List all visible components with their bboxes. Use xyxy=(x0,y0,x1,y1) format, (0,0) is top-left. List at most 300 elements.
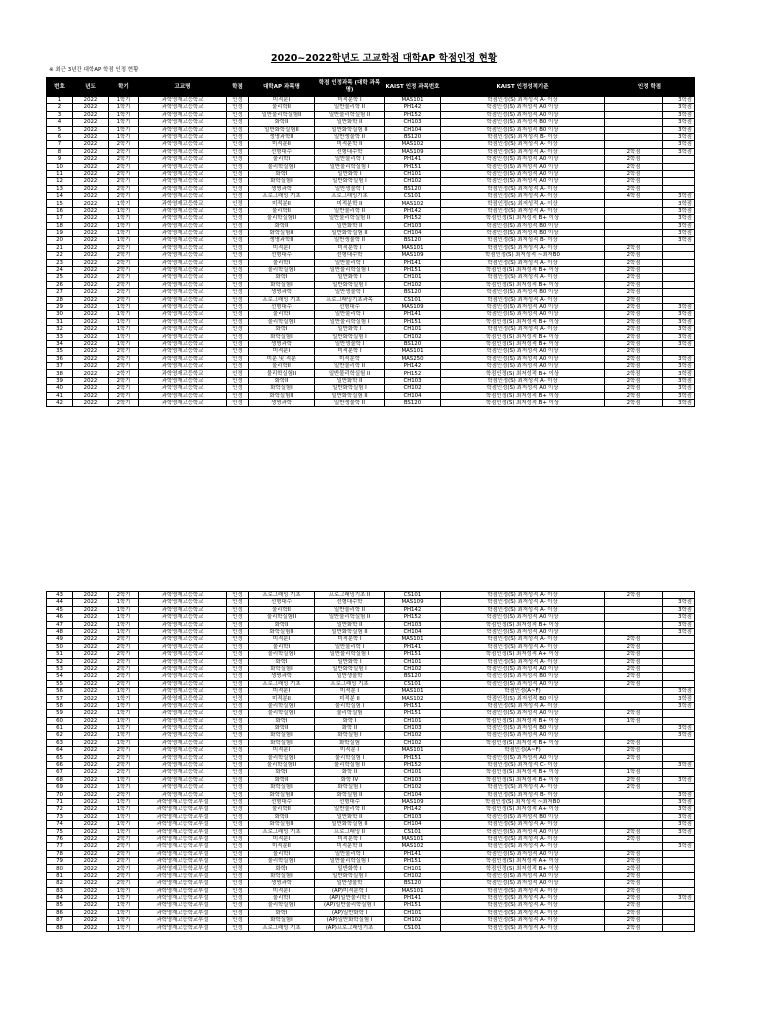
cell-number: 79 xyxy=(47,858,73,865)
cell-semester: 2학기 xyxy=(109,392,139,399)
cell-univ-course: 화학 I xyxy=(315,717,385,724)
cell-kaist-code: PH141 xyxy=(385,895,441,902)
cell-credit: 인정 xyxy=(227,266,249,273)
cell-credit-b: 3학점 xyxy=(663,355,695,362)
cell-credit-b xyxy=(663,266,695,273)
cell-kaist-criteria: 학점인정(S) 최저성적 A- 이상 xyxy=(441,909,605,916)
cell-ap-course: 화학II xyxy=(249,621,315,628)
cell-kaist-code: PH151 xyxy=(385,318,441,325)
table-row xyxy=(47,392,695,399)
cell-school: 과학영재고등학교 xyxy=(139,318,227,325)
cell-credit-a: 2학점 xyxy=(605,636,663,643)
cell-credit-a: 2학점 xyxy=(605,392,663,399)
cell-school: 과학영재고등학교 xyxy=(139,636,227,643)
cell-number: 12 xyxy=(47,178,73,185)
cell-number: 5 xyxy=(47,126,73,133)
cell-kaist-criteria: 학점인정(S) 최저성적 B+ 이상 xyxy=(441,400,605,407)
cell-credit: 인정 xyxy=(227,333,249,340)
cell-semester: 2학기 xyxy=(109,680,139,687)
cell-year: 2022 xyxy=(73,636,109,643)
cell-ap-course: 물리학실험I xyxy=(249,754,315,761)
cell-kaist-criteria: 학점인정(S) 최저성적 A0 이상 xyxy=(441,170,605,177)
cell-year: 2022 xyxy=(73,281,109,288)
cell-semester: 1학기 xyxy=(109,702,139,709)
cell-kaist-code: PH152 xyxy=(385,761,441,768)
cell-year: 2022 xyxy=(73,680,109,687)
cell-kaist-criteria: 학점인정(S) 최저성적 B+ 이상 xyxy=(441,281,605,288)
cell-univ-course: 일반화학 I xyxy=(315,865,385,872)
table-row xyxy=(47,222,695,229)
table-row xyxy=(47,340,695,347)
cell-univ-course: (AP)미적분학 I xyxy=(315,887,385,894)
cell-kaist-criteria: 학점인정(S) 최저성적 A+ 이상 xyxy=(441,651,605,658)
cell-credit: 인정 xyxy=(227,599,249,606)
cell-kaist-code: CS101 xyxy=(385,680,441,687)
cell-ap-course: 생명과학 xyxy=(249,673,315,680)
cell-credit-a xyxy=(605,119,663,126)
cell-kaist-code: CH103 xyxy=(385,119,441,126)
cell-kaist-criteria: 학점인정(S) 최저성적 A- 이상 xyxy=(441,592,605,599)
table-row xyxy=(47,614,695,621)
cell-univ-course: 일반화학실험 I xyxy=(315,178,385,185)
cell-school: 과학영재고등학교 xyxy=(139,340,227,347)
cell-univ-course: 미적분학 II xyxy=(315,141,385,148)
cell-kaist-criteria: 학점인정(S) 최저성적 A0 이상 xyxy=(441,828,605,835)
cell-ap-course: 물리학실험I xyxy=(249,702,315,709)
cell-credit-b xyxy=(663,185,695,192)
cell-kaist-code: MAS102 xyxy=(385,695,441,702)
cell-kaist-criteria: 학점인정(S) 최저성적 B+ 이상 xyxy=(441,215,605,222)
cell-credit: 인정 xyxy=(227,274,249,281)
table-row xyxy=(47,865,695,872)
cell-credit: 인정 xyxy=(227,163,249,170)
cell-semester: 1학기 xyxy=(109,326,139,333)
cell-ap-course: 화학실험II xyxy=(249,628,315,635)
cell-credit-b xyxy=(663,665,695,672)
cell-ap-course: 미적분I xyxy=(249,97,315,104)
cell-credit-b: 3학점 xyxy=(663,200,695,207)
cell-year: 2022 xyxy=(73,185,109,192)
table-row xyxy=(47,296,695,303)
cell-number: 7 xyxy=(47,141,73,148)
cell-univ-course: 일반물리학 II xyxy=(315,606,385,613)
cell-credit-a: 2학점 xyxy=(605,917,663,924)
cell-semester: 2학기 xyxy=(109,178,139,185)
cell-kaist-code: CH104 xyxy=(385,392,441,399)
cell-semester: 1학기 xyxy=(109,909,139,916)
cell-credit-b xyxy=(663,872,695,879)
cell-kaist-criteria: 학점인정(S) 최저성적 A- 이상 xyxy=(441,244,605,251)
cell-kaist-code: CH101 xyxy=(385,909,441,916)
cell-semester: 1학기 xyxy=(109,111,139,118)
cell-kaist-code: CH102 xyxy=(385,784,441,791)
cell-kaist-code: MAS109 xyxy=(385,148,441,155)
cell-kaist-code: MAS102 xyxy=(385,141,441,148)
cell-semester: 2학기 xyxy=(109,835,139,842)
cell-number: 32 xyxy=(47,326,73,333)
cell-school: 과학영재고등학교부설 xyxy=(139,924,227,931)
cell-univ-course: 일반화학실험 II xyxy=(315,392,385,399)
cell-kaist-code: CH101 xyxy=(385,274,441,281)
cell-number: 40 xyxy=(47,385,73,392)
cell-kaist-criteria: 학점인정(S) 최저성적 A0 이상 xyxy=(441,614,605,621)
table-row xyxy=(47,377,695,384)
cell-credit: 인정 xyxy=(227,614,249,621)
cell-credit-b: 3학점 xyxy=(663,303,695,310)
cell-number: 77 xyxy=(47,843,73,850)
cell-semester: 1학기 xyxy=(109,784,139,791)
cell-kaist-criteria: 학점인정(S) 최저성적 A0 이상 xyxy=(441,385,605,392)
cell-semester: 1학기 xyxy=(109,119,139,126)
cell-credit-a xyxy=(605,813,663,820)
cell-univ-course: 프로그래밍 기초 xyxy=(315,680,385,687)
cell-school: 과학영재고등학교 xyxy=(139,281,227,288)
cell-kaist-code: PH141 xyxy=(385,643,441,650)
cell-credit: 인정 xyxy=(227,791,249,798)
cell-number: 54 xyxy=(47,673,73,680)
cell-year: 2022 xyxy=(73,326,109,333)
cell-number: 50 xyxy=(47,643,73,650)
cell-year: 2022 xyxy=(73,385,109,392)
cell-kaist-criteria: 학점인정(S) 최저성적 A+ 이상 xyxy=(441,858,605,865)
table-row xyxy=(47,141,695,148)
cell-credit-b: 3학점 xyxy=(663,843,695,850)
cell-credit: 인정 xyxy=(227,126,249,133)
cell-year: 2022 xyxy=(73,400,109,407)
cell-univ-course: 일반물리학 I xyxy=(315,311,385,318)
cell-kaist-code: MAS101 xyxy=(385,747,441,754)
cell-school: 과학영재고등학교부설 xyxy=(139,850,227,857)
cell-credit-a: 2학점 xyxy=(605,887,663,894)
table-row xyxy=(47,784,695,791)
cell-credit-b: 3학점 xyxy=(663,318,695,325)
cell-ap-course: 화학실험I xyxy=(249,333,315,340)
cell-credit-a: 2학점 xyxy=(605,909,663,916)
cell-credit-a: 2학점 xyxy=(605,400,663,407)
cell-kaist-code: CH104 xyxy=(385,126,441,133)
table-row xyxy=(47,843,695,850)
cell-kaist-criteria: 학점인정(S) 최저성적 B- 이상 xyxy=(441,133,605,140)
cell-credit-b xyxy=(663,289,695,296)
table-row xyxy=(47,880,695,887)
cell-school: 과학영재고등학교부설 xyxy=(139,902,227,909)
cell-kaist-criteria: 학점인정(S) 최저성적 A- 이상 xyxy=(441,658,605,665)
cell-kaist-criteria: 학점인정(S) 최저성적 A0 이상 xyxy=(441,311,605,318)
cell-credit: 인정 xyxy=(227,340,249,347)
table-row xyxy=(47,215,695,222)
cell-kaist-code: MAS109 xyxy=(385,599,441,606)
cell-year: 2022 xyxy=(73,673,109,680)
credit-table-body-1 xyxy=(47,97,695,407)
table-row xyxy=(47,835,695,842)
cell-univ-course: 일반생물학 I xyxy=(315,185,385,192)
cell-ap-course: 화학I xyxy=(249,170,315,177)
cell-kaist-code: CH102 xyxy=(385,872,441,879)
cell-credit-b xyxy=(663,348,695,355)
cell-credit-a: 2학점 xyxy=(605,828,663,835)
cell-kaist-code: MAS101 xyxy=(385,636,441,643)
cell-univ-course: 미적분학 II xyxy=(315,843,385,850)
cell-credit: 인정 xyxy=(227,311,249,318)
cell-credit-b xyxy=(663,592,695,599)
cell-credit-a: 2학점 xyxy=(605,163,663,170)
cell-number: 56 xyxy=(47,688,73,695)
cell-univ-course: 일반생물학 xyxy=(315,673,385,680)
cell-credit: 인정 xyxy=(227,222,249,229)
cell-credit: 인정 xyxy=(227,902,249,909)
cell-univ-course: 일반물리학 I xyxy=(315,156,385,163)
cell-kaist-code: MAS101 xyxy=(385,835,441,842)
cell-number: 76 xyxy=(47,835,73,842)
cell-school: 과학영재고등학교 xyxy=(139,776,227,783)
cell-ap-course: 선형대수 xyxy=(249,798,315,805)
table-row xyxy=(47,119,695,126)
cell-ap-course: 미적분I xyxy=(249,835,315,842)
cell-semester: 1학기 xyxy=(109,902,139,909)
cell-credit-b xyxy=(663,274,695,281)
cell-ap-course: 프로그래밍 기초 xyxy=(249,193,315,200)
cell-univ-course: 일반화학실험 I xyxy=(315,872,385,879)
cell-kaist-code: CH102 xyxy=(385,385,441,392)
cell-semester: 2학기 xyxy=(109,858,139,865)
table-row xyxy=(47,104,695,111)
cell-school: 과학영재고등학교부설 xyxy=(139,887,227,894)
cell-kaist-code: MAS102 xyxy=(385,843,441,850)
cell-semester: 1학기 xyxy=(109,133,139,140)
cell-ap-course: 미적분II xyxy=(249,200,315,207)
cell-credit-b xyxy=(663,717,695,724)
cell-kaist-criteria: 학점인정(S) 최저성적 A0 이상 xyxy=(441,880,605,887)
cell-school: 과학영재고등학교 xyxy=(139,104,227,111)
cell-semester: 1학기 xyxy=(109,821,139,828)
cell-kaist-code: BS120 xyxy=(385,289,441,296)
cell-univ-course: 미적분학 I xyxy=(315,636,385,643)
table-row xyxy=(47,355,695,362)
cell-school: 과학영재고등학교 xyxy=(139,400,227,407)
cell-ap-course: 화학실험I xyxy=(249,784,315,791)
cell-credit-a: 2학점 xyxy=(605,370,663,377)
cell-credit-b: 3학점 xyxy=(663,392,695,399)
cell-credit-b: 3학점 xyxy=(663,385,695,392)
cell-credit: 인정 xyxy=(227,673,249,680)
cell-number: 9 xyxy=(47,156,73,163)
cell-ap-course: 물리학실험I xyxy=(249,163,315,170)
cell-credit-a xyxy=(605,111,663,118)
cell-kaist-criteria: 학점인정(S) 최저성적 A0 이상 xyxy=(441,303,605,310)
cell-ap-course: 프로그래밍 기초 xyxy=(249,592,315,599)
cell-univ-course: 일반물리학 I xyxy=(315,850,385,857)
cell-credit-a: 2학점 xyxy=(605,363,663,370)
cell-credit-a: 2학점 xyxy=(605,355,663,362)
cell-credit: 인정 xyxy=(227,806,249,813)
cell-credit-a xyxy=(605,200,663,207)
cell-ap-course: 생명과학 xyxy=(249,340,315,347)
cell-school: 과학영재고등학교 xyxy=(139,296,227,303)
cell-credit-a: 2학점 xyxy=(605,266,663,273)
table-row xyxy=(47,688,695,695)
cell-credit-a: 2학점 xyxy=(605,858,663,865)
cell-credit-a: 2학점 xyxy=(605,244,663,251)
cell-credit-a: 2학점 xyxy=(605,710,663,717)
cell-ap-course: 물리학I xyxy=(249,850,315,857)
cell-kaist-code: BS120 xyxy=(385,673,441,680)
cell-semester: 2학기 xyxy=(109,665,139,672)
cell-kaist-code: CS101 xyxy=(385,592,441,599)
cell-semester: 2학기 xyxy=(109,843,139,850)
cell-credit-a: 2학점 xyxy=(605,156,663,163)
cell-kaist-criteria: 학점인정(S) 최저성적 A- 이상 xyxy=(441,784,605,791)
cell-year: 2022 xyxy=(73,688,109,695)
cell-ap-course: 화학실험I xyxy=(249,178,315,185)
cell-year: 2022 xyxy=(73,370,109,377)
cell-school: 과학영재고등학교 xyxy=(139,237,227,244)
cell-number: 87 xyxy=(47,917,73,924)
cell-univ-course: 일반물리학실험 II xyxy=(315,111,385,118)
cell-number: 86 xyxy=(47,909,73,916)
cell-kaist-criteria: 학점인정(S) 최저성적 A- 이상 xyxy=(441,895,605,902)
cell-kaist-code: PH151 xyxy=(385,754,441,761)
cell-ap-course: 물리학실험II xyxy=(249,614,315,621)
header-univ-course: 학점 인정과목 (대학 과목명) xyxy=(315,78,385,97)
table-row xyxy=(47,917,695,924)
cell-univ-course: 프로그래밍 II xyxy=(315,828,385,835)
cell-school: 과학영재고등학교 xyxy=(139,348,227,355)
cell-univ-course: 화학실험 xyxy=(315,739,385,746)
cell-ap-course: 프로그래밍 기초 xyxy=(249,828,315,835)
table-row xyxy=(47,274,695,281)
cell-credit-b xyxy=(663,858,695,865)
cell-credit-b xyxy=(663,252,695,259)
cell-credit-b: 3학점 xyxy=(663,828,695,835)
cell-credit-a: 2학점 xyxy=(605,377,663,384)
cell-credit-b: 3학점 xyxy=(663,732,695,739)
header-granted-credit: 인정 학점 xyxy=(605,78,695,97)
cell-ap-course: 화학실험I xyxy=(249,385,315,392)
cell-credit: 인정 xyxy=(227,318,249,325)
cell-univ-course: 일반물리학실험 II xyxy=(315,370,385,377)
table-row xyxy=(47,237,695,244)
cell-school: 과학영재고등학교 xyxy=(139,651,227,658)
cell-school: 과학영재고등학교 xyxy=(139,769,227,776)
cell-ap-course: 화학II xyxy=(249,119,315,126)
table-row xyxy=(47,850,695,857)
cell-number: 3 xyxy=(47,111,73,118)
cell-univ-course: 일반물리학 II xyxy=(315,363,385,370)
cell-credit: 인정 xyxy=(227,370,249,377)
cell-semester: 2학기 xyxy=(109,193,139,200)
cell-year: 2022 xyxy=(73,230,109,237)
cell-credit: 인정 xyxy=(227,872,249,879)
cell-year: 2022 xyxy=(73,843,109,850)
cell-year: 2022 xyxy=(73,244,109,251)
cell-credit-a: 2학점 xyxy=(605,850,663,857)
cell-ap-course: 미적분I xyxy=(249,244,315,251)
cell-credit-b: 3학점 xyxy=(663,695,695,702)
cell-school: 과학영재고등학교 xyxy=(139,592,227,599)
cell-credit-a xyxy=(605,821,663,828)
cell-semester: 1학기 xyxy=(109,303,139,310)
cell-credit: 인정 xyxy=(227,215,249,222)
cell-ap-course: 물리학II xyxy=(249,104,315,111)
cell-credit: 인정 xyxy=(227,303,249,310)
cell-credit-a: 2학점 xyxy=(605,340,663,347)
cell-credit-a xyxy=(605,237,663,244)
cell-ap-course: 물리학실험I xyxy=(249,318,315,325)
cell-number: 35 xyxy=(47,348,73,355)
cell-ap-course: 물리학I xyxy=(249,895,315,902)
cell-year: 2022 xyxy=(73,377,109,384)
cell-semester: 2학기 xyxy=(109,658,139,665)
cell-kaist-code: CH104 xyxy=(385,821,441,828)
cell-credit: 인정 xyxy=(227,680,249,687)
cell-credit-b xyxy=(663,156,695,163)
cell-ap-course: 화학실험I xyxy=(249,732,315,739)
cell-number: 65 xyxy=(47,754,73,761)
cell-credit: 인정 xyxy=(227,97,249,104)
cell-ap-course: 미적분II xyxy=(249,141,315,148)
cell-kaist-criteria: 학점인정(S) 최저성적 A- 이상 xyxy=(441,924,605,931)
cell-semester: 1학기 xyxy=(109,688,139,695)
cell-credit-a xyxy=(605,843,663,850)
cell-school: 과학영재고등학교 xyxy=(139,178,227,185)
cell-ap-course: 생명과학II xyxy=(249,133,315,140)
cell-semester: 1학기 xyxy=(109,806,139,813)
page-title: 2020~2022학년도 고교학점 대학AP 학점인정 현황 xyxy=(270,53,498,64)
cell-school: 과학영재고등학교 xyxy=(139,363,227,370)
cell-school: 과학영재고등학교부설 xyxy=(139,917,227,924)
cell-number: 2 xyxy=(47,104,73,111)
cell-number: 1 xyxy=(47,97,73,104)
cell-univ-course: 일반물리학 II xyxy=(315,806,385,813)
cell-credit-a: 2학점 xyxy=(605,673,663,680)
cell-kaist-code: CH101 xyxy=(385,326,441,333)
table-row xyxy=(47,628,695,635)
cell-kaist-criteria: 학점인정(S) 최저성적 B0 이상 xyxy=(441,230,605,237)
cell-school: 과학영재고등학교 xyxy=(139,665,227,672)
cell-kaist-criteria: 학점인정(S) 최저성적 A+ 이상 xyxy=(441,806,605,813)
cell-semester: 2학기 xyxy=(109,643,139,650)
cell-kaist-code: MAS250 xyxy=(385,355,441,362)
cell-univ-course: 일반화학실험 I xyxy=(315,281,385,288)
cell-semester: 2학기 xyxy=(109,761,139,768)
cell-credit-b: 3학점 xyxy=(663,400,695,407)
table-row xyxy=(47,872,695,879)
cell-credit-a xyxy=(605,621,663,628)
cell-semester: 1학기 xyxy=(109,924,139,931)
cell-credit-b: 3학점 xyxy=(663,237,695,244)
cell-univ-course: 일반화학 I xyxy=(315,170,385,177)
cell-kaist-criteria: 학점인정(S) 최저성적 A- 이상 xyxy=(441,326,605,333)
cell-credit-b: 3학점 xyxy=(663,215,695,222)
cell-univ-course: 미적분 II xyxy=(315,695,385,702)
cell-kaist-code: MAS102 xyxy=(385,200,441,207)
cell-number: 58 xyxy=(47,702,73,709)
cell-credit: 인정 xyxy=(227,865,249,872)
table-row xyxy=(47,252,695,259)
cell-credit-b xyxy=(663,835,695,842)
cell-credit-b: 3학점 xyxy=(663,133,695,140)
cell-school: 과학영재고등학교 xyxy=(139,385,227,392)
cell-number: 15 xyxy=(47,200,73,207)
cell-year: 2022 xyxy=(73,665,109,672)
cell-kaist-criteria: 학점인정(S) 최저성적 B- 이상 xyxy=(441,237,605,244)
cell-ap-course: 물리학실험II xyxy=(249,370,315,377)
cell-year: 2022 xyxy=(73,858,109,865)
table-row xyxy=(47,592,695,599)
cell-semester: 1학기 xyxy=(109,215,139,222)
cell-ap-course: 화학I xyxy=(249,274,315,281)
cell-kaist-code: PH151 xyxy=(385,902,441,909)
